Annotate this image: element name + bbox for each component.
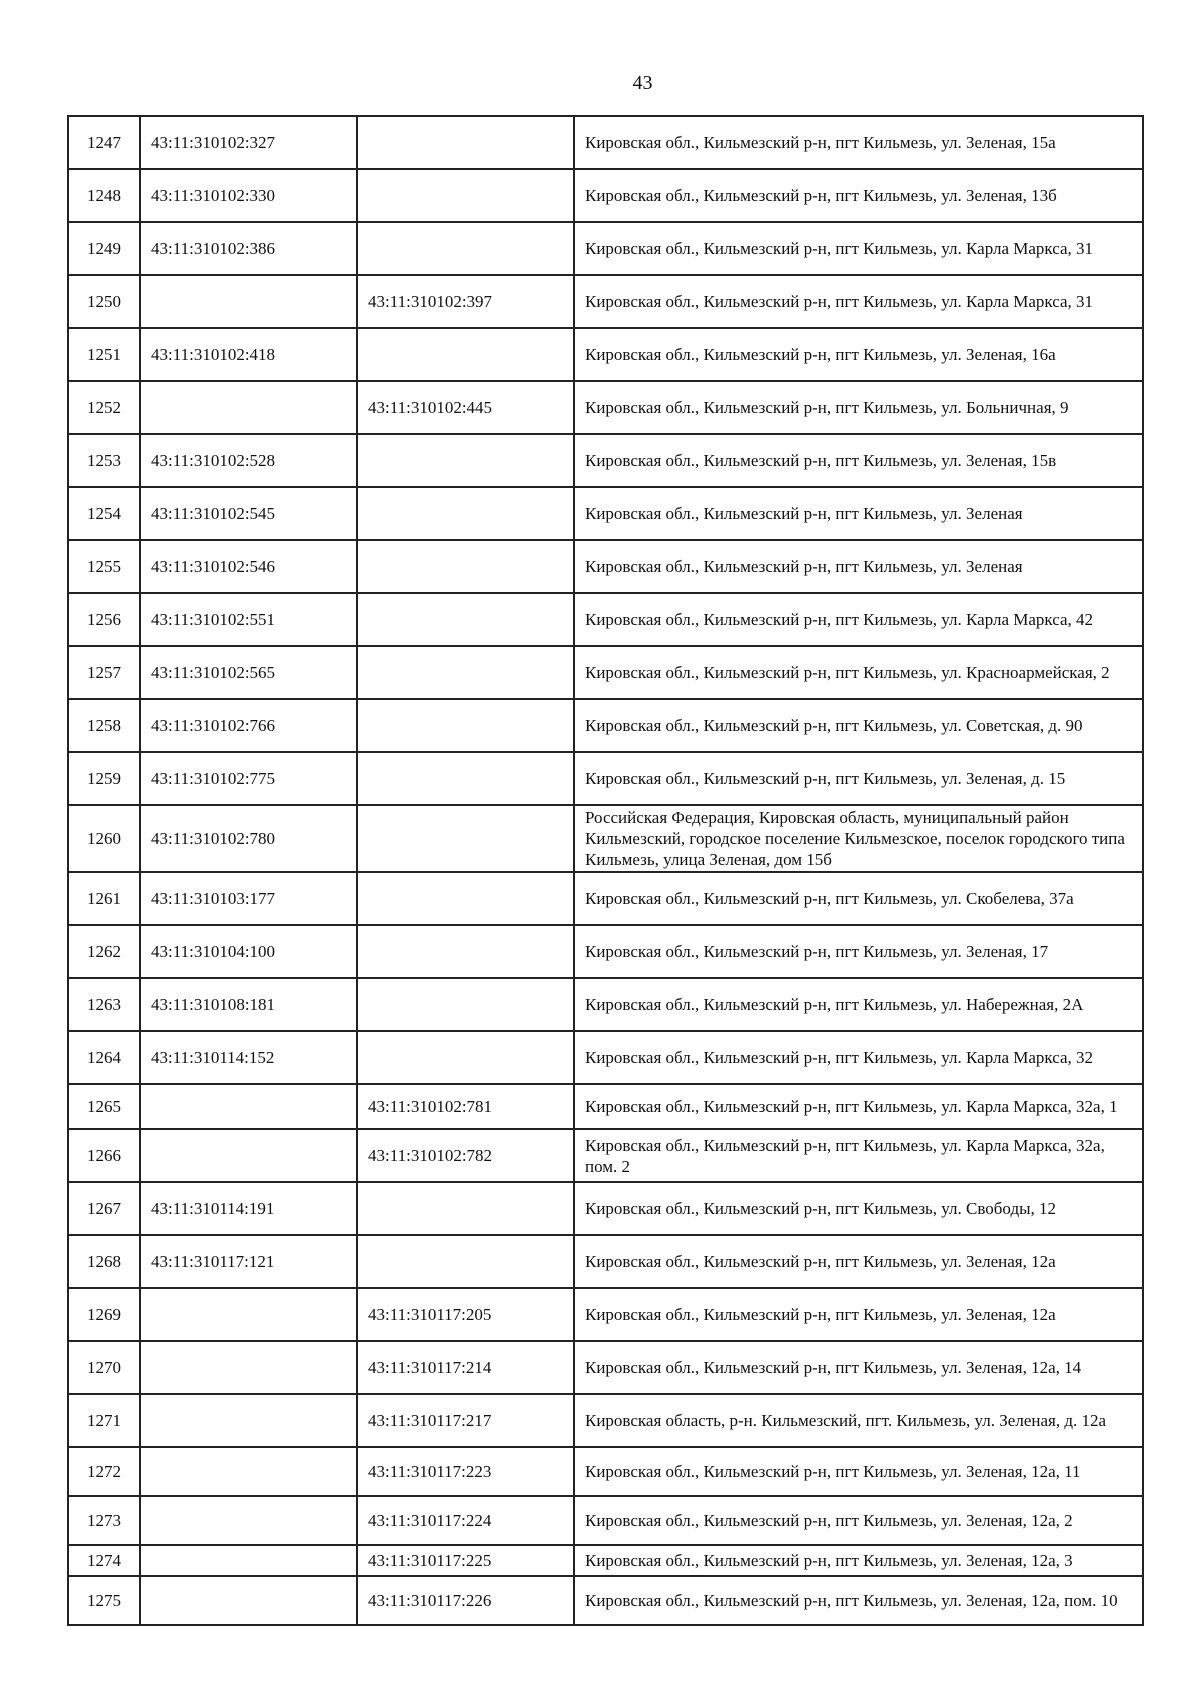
address-cell: Кировская обл., Кильмезский р-н, пгт Кильмезь, ул. Зеленая, 12а, пом. 10 <box>574 1576 1143 1625</box>
cadastral-number-cell <box>140 1545 357 1576</box>
cadastral-number-cell: 43:11:310102:775 <box>140 752 357 805</box>
related-cadastral-number-cell <box>357 487 574 540</box>
cadastral-number-cell: 43:11:310114:152 <box>140 1031 357 1084</box>
address-cell: Кировская обл., Кильмезский р-н, пгт Кильмезь, ул. Зеленая, 12а <box>574 1288 1143 1341</box>
table-row <box>68 1447 1143 1496</box>
cadastral-number-cell: 43:11:310102:766 <box>140 699 357 752</box>
cadastral-number-cell <box>140 1288 357 1341</box>
address-cell: Кировская обл., Кильмезский р-н, пгт Кильмезь, ул. Зеленая, 12а <box>574 1235 1143 1288</box>
cadastral-number-cell: 43:11:310102:330 <box>140 169 357 222</box>
address-cell: Кировская обл., Кильмезский р-н, пгт Кильмезь, ул. Карла Маркса, 42 <box>574 593 1143 646</box>
cadastral-number-cell: 43:11:310102:565 <box>140 646 357 699</box>
table-row <box>68 116 1143 169</box>
cadastral-number-cell <box>140 1129 357 1182</box>
address-cell: Кировская обл., Кильмезский р-н, пгт Кильмезь, ул. Карла Маркса, 32а, пом. 2 <box>574 1129 1143 1182</box>
row-number-cell: 1254 <box>68 487 140 540</box>
cadastral-number-cell: 43:11:310114:191 <box>140 1182 357 1235</box>
related-cadastral-number-cell <box>357 646 574 699</box>
table-row <box>68 328 1143 381</box>
related-cadastral-number-cell <box>357 925 574 978</box>
table-row <box>68 275 1143 328</box>
cadastral-number-cell: 43:11:310103:177 <box>140 872 357 925</box>
table-row <box>68 978 1143 1031</box>
cadastral-number-cell: 43:11:310102:780 <box>140 805 357 872</box>
related-cadastral-number-cell <box>357 978 574 1031</box>
row-number-cell: 1274 <box>68 1545 140 1576</box>
address-cell: Кировская обл., Кильмезский р-н, пгт Кильмезь, ул. Скобелева, 37а <box>574 872 1143 925</box>
address-cell: Кировская обл., Кильмезский р-н, пгт Кильмезь, ул. Свободы, 12 <box>574 1182 1143 1235</box>
row-number-cell: 1253 <box>68 434 140 487</box>
cadastral-number-cell: 43:11:310104:100 <box>140 925 357 978</box>
table-row <box>68 1341 1143 1394</box>
address-cell: Кировская обл., Кильмезский р-н, пгт Кильмезь, ул. Зеленая, 13б <box>574 169 1143 222</box>
cadastral-number-cell <box>140 1496 357 1545</box>
cadastral-number-cell: 43:11:310102:528 <box>140 434 357 487</box>
related-cadastral-number-cell: 43:11:310117:217 <box>357 1394 574 1447</box>
related-cadastral-number-cell: 43:11:310117:205 <box>357 1288 574 1341</box>
row-number-cell: 1255 <box>68 540 140 593</box>
row-number-cell: 1270 <box>68 1341 140 1394</box>
row-number-cell: 1263 <box>68 978 140 1031</box>
cadastral-number-cell <box>140 1341 357 1394</box>
row-number-cell: 1247 <box>68 116 140 169</box>
table-row <box>68 752 1143 805</box>
address-cell: Кировская обл., Кильмезский р-н, пгт Кильмезь, ул. Зеленая, 12а, 11 <box>574 1447 1143 1496</box>
row-number-cell: 1260 <box>68 805 140 872</box>
related-cadastral-number-cell <box>357 1235 574 1288</box>
related-cadastral-number-cell <box>357 434 574 487</box>
related-cadastral-number-cell <box>357 1031 574 1084</box>
row-number-cell: 1249 <box>68 222 140 275</box>
address-cell: Кировская обл., Кильмезский р-н, пгт Кильмезь, ул. Зеленая, 12а, 14 <box>574 1341 1143 1394</box>
row-number-cell: 1252 <box>68 381 140 434</box>
row-number-cell: 1258 <box>68 699 140 752</box>
address-cell: Кировская обл., Кильмезский р-н, пгт Кильмезь, ул. Карла Маркса, 31 <box>574 275 1143 328</box>
address-cell: Кировская обл., Кильмезский р-н, пгт Кильмезь, ул. Карла Маркса, 31 <box>574 222 1143 275</box>
table-row <box>68 646 1143 699</box>
address-cell: Кировская обл., Кильмезский р-н, пгт Кильмезь, ул. Зеленая, 17 <box>574 925 1143 978</box>
address-cell: Кировская обл., Кильмезский р-н, пгт Кильмезь, ул. Зеленая, 15в <box>574 434 1143 487</box>
address-cell: Российская Федерация, Кировская область, муниципальный район Кильмезский, городское поселение Кильмезское, поселок городского типа Кильмезь, улица Зеленая, дом 15б <box>574 805 1143 872</box>
related-cadastral-number-cell: 43:11:310102:397 <box>357 275 574 328</box>
address-cell: Кировская обл., Кильмезский р-н, пгт Кильмезь, ул. Красноармейская, 2 <box>574 646 1143 699</box>
table-row <box>68 593 1143 646</box>
cadastral-number-cell: 43:11:310102:545 <box>140 487 357 540</box>
cadastral-number-cell: 43:11:310102:327 <box>140 116 357 169</box>
table-row <box>68 1031 1143 1084</box>
row-number-cell: 1261 <box>68 872 140 925</box>
row-number-cell: 1271 <box>68 1394 140 1447</box>
cadastral-number-cell: 43:11:310102:386 <box>140 222 357 275</box>
address-cell: Кировская обл., Кильмезский р-н, пгт Кильмезь, ул. Зеленая, 15а <box>574 116 1143 169</box>
table-row <box>68 1496 1143 1545</box>
related-cadastral-number-cell <box>357 1182 574 1235</box>
cadastral-number-cell <box>140 1394 357 1447</box>
cadastral-number-cell: 43:11:310102:418 <box>140 328 357 381</box>
page-number: 43 <box>632 72 653 94</box>
table-row <box>68 1235 1143 1288</box>
registry-body <box>68 116 1143 1625</box>
cadastral-number-cell <box>140 1576 357 1625</box>
related-cadastral-number-cell <box>357 222 574 275</box>
table-row <box>68 487 1143 540</box>
table-row <box>68 169 1143 222</box>
table-row <box>68 925 1143 978</box>
table-row <box>68 872 1143 925</box>
related-cadastral-number-cell: 43:11:310102:782 <box>357 1129 574 1182</box>
row-number-cell: 1250 <box>68 275 140 328</box>
table-row <box>68 1182 1143 1235</box>
address-cell: Кировская обл., Кильмезский р-н, пгт Кильмезь, ул. Зеленая, 16а <box>574 328 1143 381</box>
row-number-cell: 1272 <box>68 1447 140 1496</box>
related-cadastral-number-cell <box>357 872 574 925</box>
registry-table <box>67 115 1144 1626</box>
row-number-cell: 1262 <box>68 925 140 978</box>
address-cell: Кировская обл., Кильмезский р-н, пгт Кильмезь, ул. Зеленая, 12а, 2 <box>574 1496 1143 1545</box>
cadastral-number-cell <box>140 275 357 328</box>
row-number-cell: 1268 <box>68 1235 140 1288</box>
row-number-cell: 1248 <box>68 169 140 222</box>
address-cell: Кировская обл., Кильмезский р-н, пгт Кильмезь, ул. Набережная, 2А <box>574 978 1143 1031</box>
cadastral-number-cell: 43:11:310102:546 <box>140 540 357 593</box>
row-number-cell: 1264 <box>68 1031 140 1084</box>
related-cadastral-number-cell: 43:11:310117:226 <box>357 1576 574 1625</box>
address-cell: Кировская обл., Кильмезский р-н, пгт Кильмезь, ул. Зеленая, д. 15 <box>574 752 1143 805</box>
table-row <box>68 1084 1143 1129</box>
cadastral-number-cell: 43:11:310108:181 <box>140 978 357 1031</box>
cadastral-number-cell: 43:11:310117:121 <box>140 1235 357 1288</box>
address-cell: Кировская обл., Кильмезский р-н, пгт Кильмезь, ул. Советская, д. 90 <box>574 699 1143 752</box>
related-cadastral-number-cell <box>357 540 574 593</box>
table-row <box>68 1129 1143 1182</box>
address-cell: Кировская обл., Кильмезский р-н, пгт Кильмезь, ул. Зеленая, 12а, 3 <box>574 1545 1143 1576</box>
row-number-cell: 1259 <box>68 752 140 805</box>
row-number-cell: 1275 <box>68 1576 140 1625</box>
related-cadastral-number-cell <box>357 593 574 646</box>
related-cadastral-number-cell <box>357 169 574 222</box>
row-number-cell: 1267 <box>68 1182 140 1235</box>
address-cell: Кировская обл., Кильмезский р-н, пгт Кильмезь, ул. Карла Маркса, 32а, 1 <box>574 1084 1143 1129</box>
related-cadastral-number-cell <box>357 699 574 752</box>
row-number-cell: 1251 <box>68 328 140 381</box>
related-cadastral-number-cell <box>357 805 574 872</box>
cadastral-number-cell <box>140 1447 357 1496</box>
table-row <box>68 805 1143 872</box>
table-row <box>68 381 1143 434</box>
row-number-cell: 1256 <box>68 593 140 646</box>
address-cell: Кировская область, р-н. Кильмезский, пгт. Кильмезь, ул. Зеленая, д. 12а <box>574 1394 1143 1447</box>
table-row <box>68 1576 1143 1625</box>
address-cell: Кировская обл., Кильмезский р-н, пгт Кильмезь, ул. Карла Маркса, 32 <box>574 1031 1143 1084</box>
related-cadastral-number-cell: 43:11:310117:224 <box>357 1496 574 1545</box>
table-row <box>68 1288 1143 1341</box>
related-cadastral-number-cell: 43:11:310117:223 <box>357 1447 574 1496</box>
related-cadastral-number-cell <box>357 328 574 381</box>
cadastral-number-cell <box>140 381 357 434</box>
row-number-cell: 1265 <box>68 1084 140 1129</box>
related-cadastral-number-cell: 43:11:310102:781 <box>357 1084 574 1129</box>
table-row <box>68 699 1143 752</box>
related-cadastral-number-cell: 43:11:310117:214 <box>357 1341 574 1394</box>
address-cell: Кировская обл., Кильмезский р-н, пгт Кильмезь, ул. Зеленая <box>574 540 1143 593</box>
related-cadastral-number-cell: 43:11:310117:225 <box>357 1545 574 1576</box>
table-row <box>68 222 1143 275</box>
row-number-cell: 1266 <box>68 1129 140 1182</box>
cadastral-number-cell <box>140 1084 357 1129</box>
address-cell: Кировская обл., Кильмезский р-н, пгт Кильмезь, ул. Зеленая <box>574 487 1143 540</box>
related-cadastral-number-cell <box>357 752 574 805</box>
table-row <box>68 1394 1143 1447</box>
row-number-cell: 1273 <box>68 1496 140 1545</box>
related-cadastral-number-cell: 43:11:310102:445 <box>357 381 574 434</box>
row-number-cell: 1257 <box>68 646 140 699</box>
table-row <box>68 540 1143 593</box>
table-row <box>68 1545 1143 1576</box>
table-row <box>68 434 1143 487</box>
address-cell: Кировская обл., Кильмезский р-н, пгт Кильмезь, ул. Больничная, 9 <box>574 381 1143 434</box>
related-cadastral-number-cell <box>357 116 574 169</box>
cadastral-number-cell: 43:11:310102:551 <box>140 593 357 646</box>
row-number-cell: 1269 <box>68 1288 140 1341</box>
